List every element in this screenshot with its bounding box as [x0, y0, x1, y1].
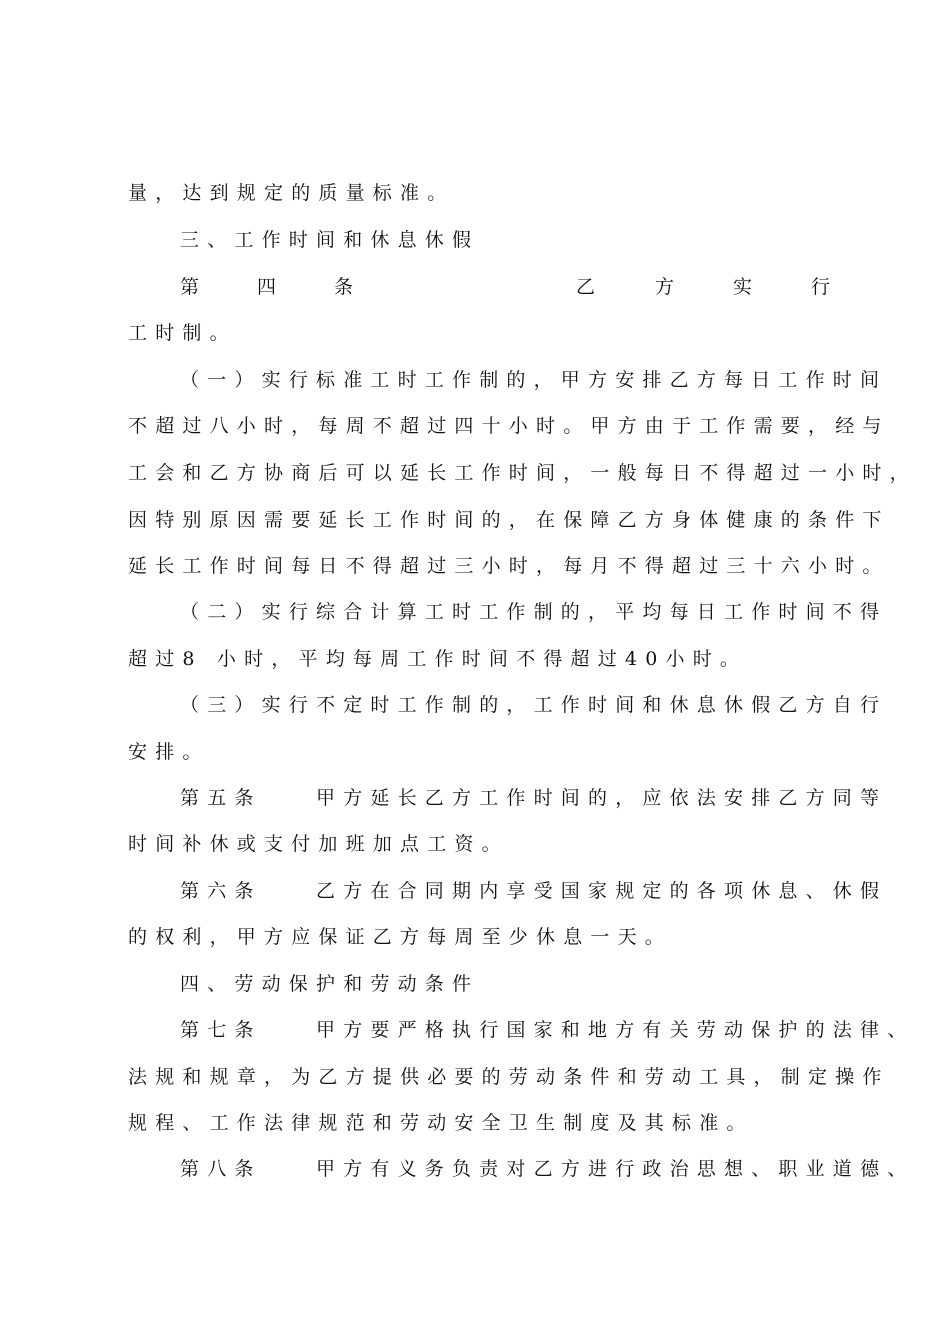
paragraph-line: 工会和乙方协商后可以延长工作时间，一般每日不得超过一小时， — [128, 462, 917, 484]
section-heading: 四、劳动保护和劳动条件 — [180, 973, 480, 995]
paragraph-line: （二）实行综合计算工时工作制的，平均每日工作时间不得 — [180, 601, 888, 623]
paragraph-line: 超过8 小时，平均每周工作时间不得超过40小时。 — [128, 648, 748, 670]
article-4-char: 第 — [180, 276, 200, 298]
article-5-line: 第五条 甲方延长乙方工作时间的，应依法安排乙方同等 — [180, 787, 888, 809]
article-8-line: 第八条 甲方有义务负责对乙方进行政治思想、职业道德、 — [180, 1158, 915, 1180]
article-4-char: 行 — [811, 276, 831, 298]
paragraph-line: 规程、工作法律规范和劳动安全卫生制度及其标准。 — [128, 1112, 754, 1134]
article-4-char: 方 — [655, 276, 675, 298]
paragraph-line: 时间补休或支付加班加点工资。 — [128, 833, 509, 855]
article-7-line: 第七条 甲方要严格执行国家和地方有关劳动保护的法律、 — [180, 1019, 915, 1041]
paragraph-line: 的权利，甲方应保证乙方每周至少休息一天。 — [128, 926, 673, 948]
article-4-char: 条 — [334, 276, 354, 298]
article-6-line: 第六条 乙方在合同期内享受国家规定的各项休息、休假 — [180, 880, 888, 902]
paragraph-line: 因特别原因需要延长工作时间的，在保障乙方身体健康的条件下 — [128, 509, 890, 531]
paragraph-line: 量，达到规定的质量标准。 — [128, 182, 455, 204]
section-heading: 三、工作时间和休息休假 — [180, 229, 480, 251]
article-4-char: 乙 — [576, 276, 596, 298]
paragraph-line: 工时制。 — [128, 322, 237, 344]
paragraph-line: 不超过八小时，每周不超过四十小时。甲方由于工作需要，经与 — [128, 415, 890, 437]
article-4-char: 四 — [257, 276, 277, 298]
paragraph-line: （三）实行不定时工作制的，工作时间和休息休假乙方自行 — [180, 694, 888, 716]
paragraph-line: 安排。 — [128, 741, 210, 763]
paragraph-line: 延长工作时间每日不得超过三小时，每月不得超过三十六小时。 — [128, 555, 890, 577]
paragraph-line: （一）实行标准工时工作制的，甲方安排乙方每日工作时间 — [180, 369, 888, 391]
article-4-char: 实 — [733, 276, 753, 298]
paragraph-line: 法规和规章，为乙方提供必要的劳动条件和劳动工具，制定操作 — [128, 1066, 890, 1088]
